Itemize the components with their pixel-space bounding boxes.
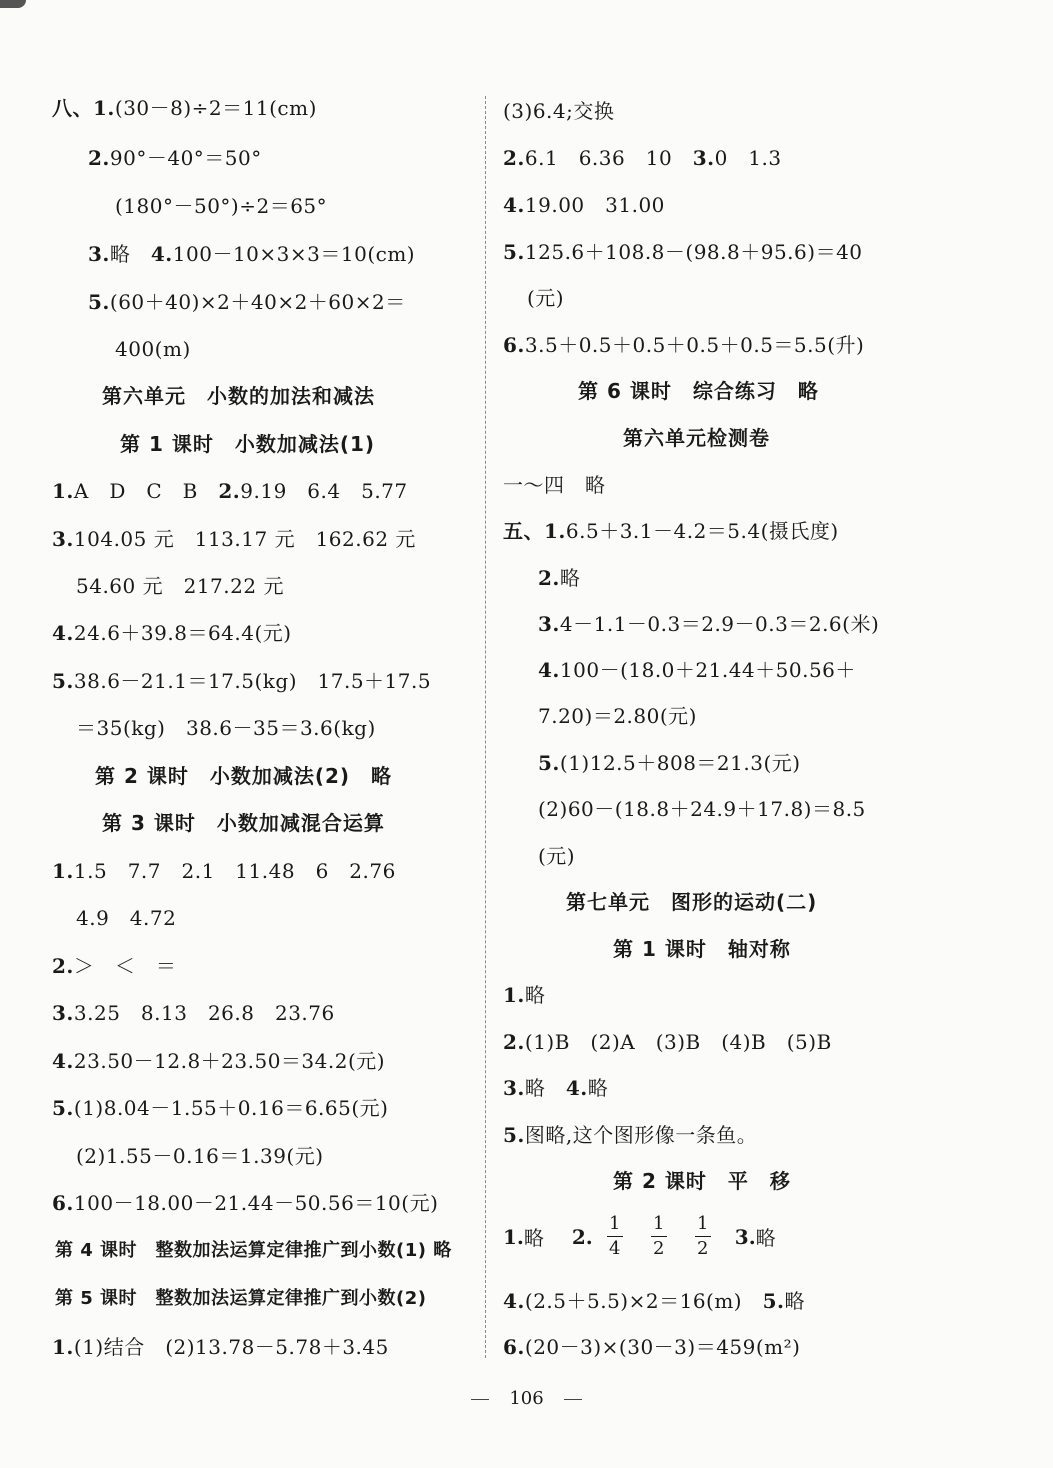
answer-line bbox=[76, 573, 284, 599]
answer-text: (1)8.04－1.55＋0.16＝6.65(元) bbox=[73, 1096, 389, 1120]
answer-text: (1)结合 (2)13.78－5.78＋3.45 bbox=[73, 1335, 389, 1359]
section-heading bbox=[102, 383, 375, 409]
heading-text: 第六单元检测卷 bbox=[623, 426, 770, 450]
answer-line bbox=[538, 565, 580, 591]
answer-text: 略 bbox=[524, 983, 546, 1007]
answer-text: A D C B bbox=[73, 479, 219, 503]
answer-line bbox=[538, 611, 879, 637]
answer-line bbox=[76, 715, 376, 741]
item-number: 五、1. bbox=[503, 519, 566, 543]
heading-text: 第 5 课时 整数加法运算定律推广到小数(2) bbox=[55, 1288, 427, 1309]
answer-text: 略 bbox=[109, 242, 151, 266]
answer-text: 100－10×3×3＝10(cm) bbox=[172, 242, 416, 266]
item-number: 1. bbox=[503, 983, 525, 1007]
answer-text: 1.5 7.7 2.1 11.48 6 2.76 bbox=[73, 859, 396, 883]
item-number: 2. bbox=[571, 1224, 593, 1249]
answer-text: 4－1.1－0.3＝2.9－0.3＝2.6(米) bbox=[559, 612, 880, 636]
answer-text: 24.6＋39.8＝64.4(元) bbox=[73, 621, 292, 645]
answer-line bbox=[503, 192, 665, 218]
answer-text: 90°－40°＝50° bbox=[109, 146, 262, 170]
item-number: 5. bbox=[503, 240, 525, 264]
answer-text: (2.5＋5.5)×2＝16(m) bbox=[524, 1289, 763, 1313]
answer-text: 6.5＋3.1－4.2＝5.4(摄氏度) bbox=[565, 519, 839, 543]
item-number: 4. bbox=[538, 658, 560, 682]
section-heading bbox=[55, 1286, 427, 1312]
item-number: 4. bbox=[503, 193, 525, 217]
item-number: 1. bbox=[52, 859, 74, 883]
answer-text: 略 bbox=[587, 1076, 609, 1100]
answer-line bbox=[503, 332, 864, 358]
fraction-bar bbox=[651, 1236, 667, 1237]
answer-line bbox=[52, 1334, 389, 1360]
answer-text: 9.19 6.4 5.77 bbox=[240, 479, 408, 503]
heading-text: 第六单元 小数的加法和减法 bbox=[102, 384, 375, 408]
answer-text: 略 bbox=[784, 1289, 806, 1313]
answer-text: 略 bbox=[524, 1076, 566, 1100]
fraction-bar bbox=[695, 1236, 711, 1237]
answer-line bbox=[88, 145, 262, 171]
answer-text: 一～四 略 bbox=[503, 473, 606, 497]
answer-line bbox=[76, 1143, 324, 1169]
item-number: 5. bbox=[88, 290, 110, 314]
answer-line bbox=[503, 98, 614, 124]
section-heading bbox=[623, 425, 770, 451]
heading-text: 第 1 课时 轴对称 bbox=[613, 937, 791, 961]
answer-text: (1)12.5＋808＝21.3(元) bbox=[559, 751, 801, 775]
item-number: 3. bbox=[538, 612, 560, 636]
item-number: 6. bbox=[503, 333, 525, 357]
answer-line-fractions bbox=[503, 1213, 776, 1260]
answer-line bbox=[115, 336, 191, 362]
item-number: 4. bbox=[52, 1049, 74, 1073]
answer-line bbox=[52, 620, 292, 646]
column-divider bbox=[485, 96, 486, 1358]
item-number: 1. bbox=[503, 1224, 524, 1249]
answer-text: (元) bbox=[527, 286, 565, 310]
answer-text: 100－18.00－21.44－50.56＝10(元) bbox=[73, 1191, 439, 1215]
answer-line bbox=[503, 472, 606, 498]
answer-line bbox=[115, 193, 327, 219]
answer-text: (60＋40)×2＋40×2＋60×2＝ bbox=[109, 290, 406, 314]
heading-text: 第 4 课时 整数加法运算定律推广到小数(1) 略 bbox=[55, 1240, 452, 1261]
answer-line bbox=[503, 1288, 805, 1314]
answer-line bbox=[538, 703, 697, 729]
item-number: 1. bbox=[52, 479, 74, 503]
answer-text: (3)6.4;交换 bbox=[503, 99, 615, 123]
item-number: 5. bbox=[538, 751, 560, 775]
answer-line bbox=[76, 905, 176, 931]
footer-dash bbox=[564, 1399, 582, 1400]
answer-text: 38.6－21.1＝17.5(kg) 17.5＋17.5 bbox=[73, 669, 432, 693]
item-number: 5. bbox=[52, 1096, 74, 1120]
answer-text: 400(m) bbox=[115, 337, 191, 361]
item-number: 八、1. bbox=[52, 96, 115, 120]
answer-line bbox=[52, 478, 408, 504]
heading-text: 第 2 课时 平 移 bbox=[613, 1169, 791, 1193]
item-number: 4. bbox=[52, 621, 74, 645]
fraction-bar bbox=[607, 1236, 623, 1237]
answer-line bbox=[538, 796, 866, 822]
answer-text: (元) bbox=[538, 844, 576, 868]
answer-text: 54.60 元 217.22 元 bbox=[76, 574, 284, 598]
answer-text: (2)1.55－0.16＝1.39(元) bbox=[76, 1144, 324, 1168]
answer-text: (30－8)÷2＝11(cm) bbox=[114, 96, 317, 120]
page-footer bbox=[0, 1387, 1053, 1411]
answer-line bbox=[503, 1122, 757, 1148]
section-heading bbox=[95, 763, 392, 789]
item-number: 3. bbox=[503, 1076, 525, 1100]
heading-text: 第 6 课时 综合练习 略 bbox=[578, 379, 819, 403]
item-number: 4. bbox=[565, 1076, 588, 1100]
heading-text: 第 3 课时 小数加减混合运算 bbox=[102, 811, 385, 835]
fraction-numerator: 1 bbox=[609, 1213, 621, 1234]
section-heading bbox=[566, 889, 817, 915]
heading-text: 第 2 课时 小数加减法(2) 略 bbox=[95, 764, 393, 788]
answer-text: 19.00 31.00 bbox=[524, 193, 665, 217]
answer-line bbox=[52, 526, 416, 552]
answer-line bbox=[52, 1190, 438, 1216]
scan-corner-mark bbox=[0, 0, 26, 8]
answer-line bbox=[538, 843, 575, 869]
answer-line bbox=[538, 750, 801, 776]
fraction bbox=[651, 1213, 667, 1260]
answer-text: 0 1.3 bbox=[714, 146, 782, 170]
footer-dash bbox=[471, 1399, 489, 1400]
item-number: 3. bbox=[52, 527, 74, 551]
answer-text: 3.5＋0.5＋0.5＋0.5＋0.5＝5.5(升) bbox=[524, 333, 865, 357]
answer-line bbox=[503, 1029, 832, 1055]
answer-text: (180°－50°)÷2＝65° bbox=[115, 194, 328, 218]
answer-text: 图略,这个图形像一条鱼。 bbox=[524, 1123, 758, 1147]
answer-text: 100－(18.0＋21.44＋50.56＋ bbox=[559, 658, 856, 682]
item-number: 6. bbox=[52, 1191, 74, 1215]
answer-text: ＝35(kg) 38.6－35＝3.6(kg) bbox=[76, 716, 376, 740]
section-heading bbox=[55, 1238, 452, 1264]
answer-line bbox=[52, 1000, 335, 1026]
item-number: 3. bbox=[52, 1001, 74, 1025]
section-heading bbox=[102, 810, 385, 836]
answer-line bbox=[527, 285, 564, 311]
answer-line bbox=[88, 289, 406, 315]
answer-line bbox=[52, 953, 176, 979]
item-number: 1. bbox=[52, 1335, 74, 1359]
answer-text: (2)60－(18.8＋24.9＋17.8)＝8.5 bbox=[538, 797, 866, 821]
answer-line bbox=[88, 241, 415, 267]
answer-text: 104.05 元 113.17 元 162.62 元 bbox=[73, 527, 416, 551]
fraction-denominator: 4 bbox=[609, 1238, 621, 1259]
item-number: 3. bbox=[88, 242, 110, 266]
section-heading bbox=[613, 1168, 791, 1194]
section-heading bbox=[613, 936, 791, 962]
item-number: 5. bbox=[503, 1123, 525, 1147]
answer-text: 4.9 4.72 bbox=[76, 906, 177, 930]
item-number: 2. bbox=[503, 1030, 525, 1054]
answer-text: ＞ ＜ ＝ bbox=[73, 954, 177, 978]
answer-line bbox=[52, 1048, 385, 1074]
answer-text: 125.6＋108.8－(98.8＋95.6)＝40 bbox=[524, 240, 863, 264]
answer-line bbox=[52, 668, 431, 694]
fraction bbox=[695, 1213, 711, 1260]
answer-text: 7.20)＝2.80(元) bbox=[538, 704, 697, 728]
item-number: 2. bbox=[538, 566, 560, 590]
heading-text: 第七单元 图形的运动(二) bbox=[566, 890, 818, 914]
fraction-denominator: 2 bbox=[697, 1238, 709, 1259]
answer-text: 6.1 6.36 10 bbox=[524, 146, 693, 170]
item-number: 5. bbox=[762, 1289, 785, 1313]
fraction-numerator: 1 bbox=[697, 1213, 709, 1234]
item-number: 2. bbox=[503, 146, 525, 170]
item-number: 2. bbox=[88, 146, 110, 170]
page-number: 106 bbox=[509, 1388, 544, 1409]
answer-text: 略 bbox=[755, 1226, 776, 1250]
answer-line bbox=[503, 239, 863, 265]
answer-line bbox=[503, 518, 839, 544]
heading-text: 第 1 课时 小数加减法(1) bbox=[120, 432, 376, 456]
item-number: 2. bbox=[52, 954, 74, 978]
item-number: 6. bbox=[503, 1335, 525, 1359]
answer-line bbox=[52, 95, 317, 121]
fraction bbox=[607, 1213, 623, 1260]
answer-text: 略 bbox=[523, 1226, 564, 1250]
item-number: 3. bbox=[734, 1224, 756, 1249]
answer-line bbox=[52, 858, 396, 884]
answer-line bbox=[503, 1334, 800, 1360]
answer-line bbox=[538, 657, 856, 683]
answer-text: 3.25 8.13 26.8 23.76 bbox=[73, 1001, 335, 1025]
answer-text: (1)B (2)A (3)B (4)B (5)B bbox=[524, 1030, 832, 1054]
fraction-denominator: 2 bbox=[653, 1238, 665, 1259]
answer-line bbox=[52, 1095, 388, 1121]
answer-line bbox=[503, 1075, 608, 1101]
answer-text: 23.50－12.8＋23.50＝34.2(元) bbox=[73, 1049, 386, 1073]
item-number: 2. bbox=[218, 479, 241, 503]
answer-line bbox=[503, 982, 545, 1008]
section-heading bbox=[578, 378, 819, 404]
item-number: 4. bbox=[503, 1289, 525, 1313]
fraction-numerator: 1 bbox=[653, 1213, 665, 1234]
section-heading bbox=[120, 431, 375, 457]
answer-text: 略 bbox=[559, 566, 581, 590]
item-number: 5. bbox=[52, 669, 74, 693]
answer-line bbox=[503, 145, 782, 171]
item-number: 3. bbox=[692, 146, 715, 170]
answer-text: (20－3)×(30－3)＝459(m²) bbox=[524, 1335, 801, 1359]
item-number: 4. bbox=[150, 242, 173, 266]
